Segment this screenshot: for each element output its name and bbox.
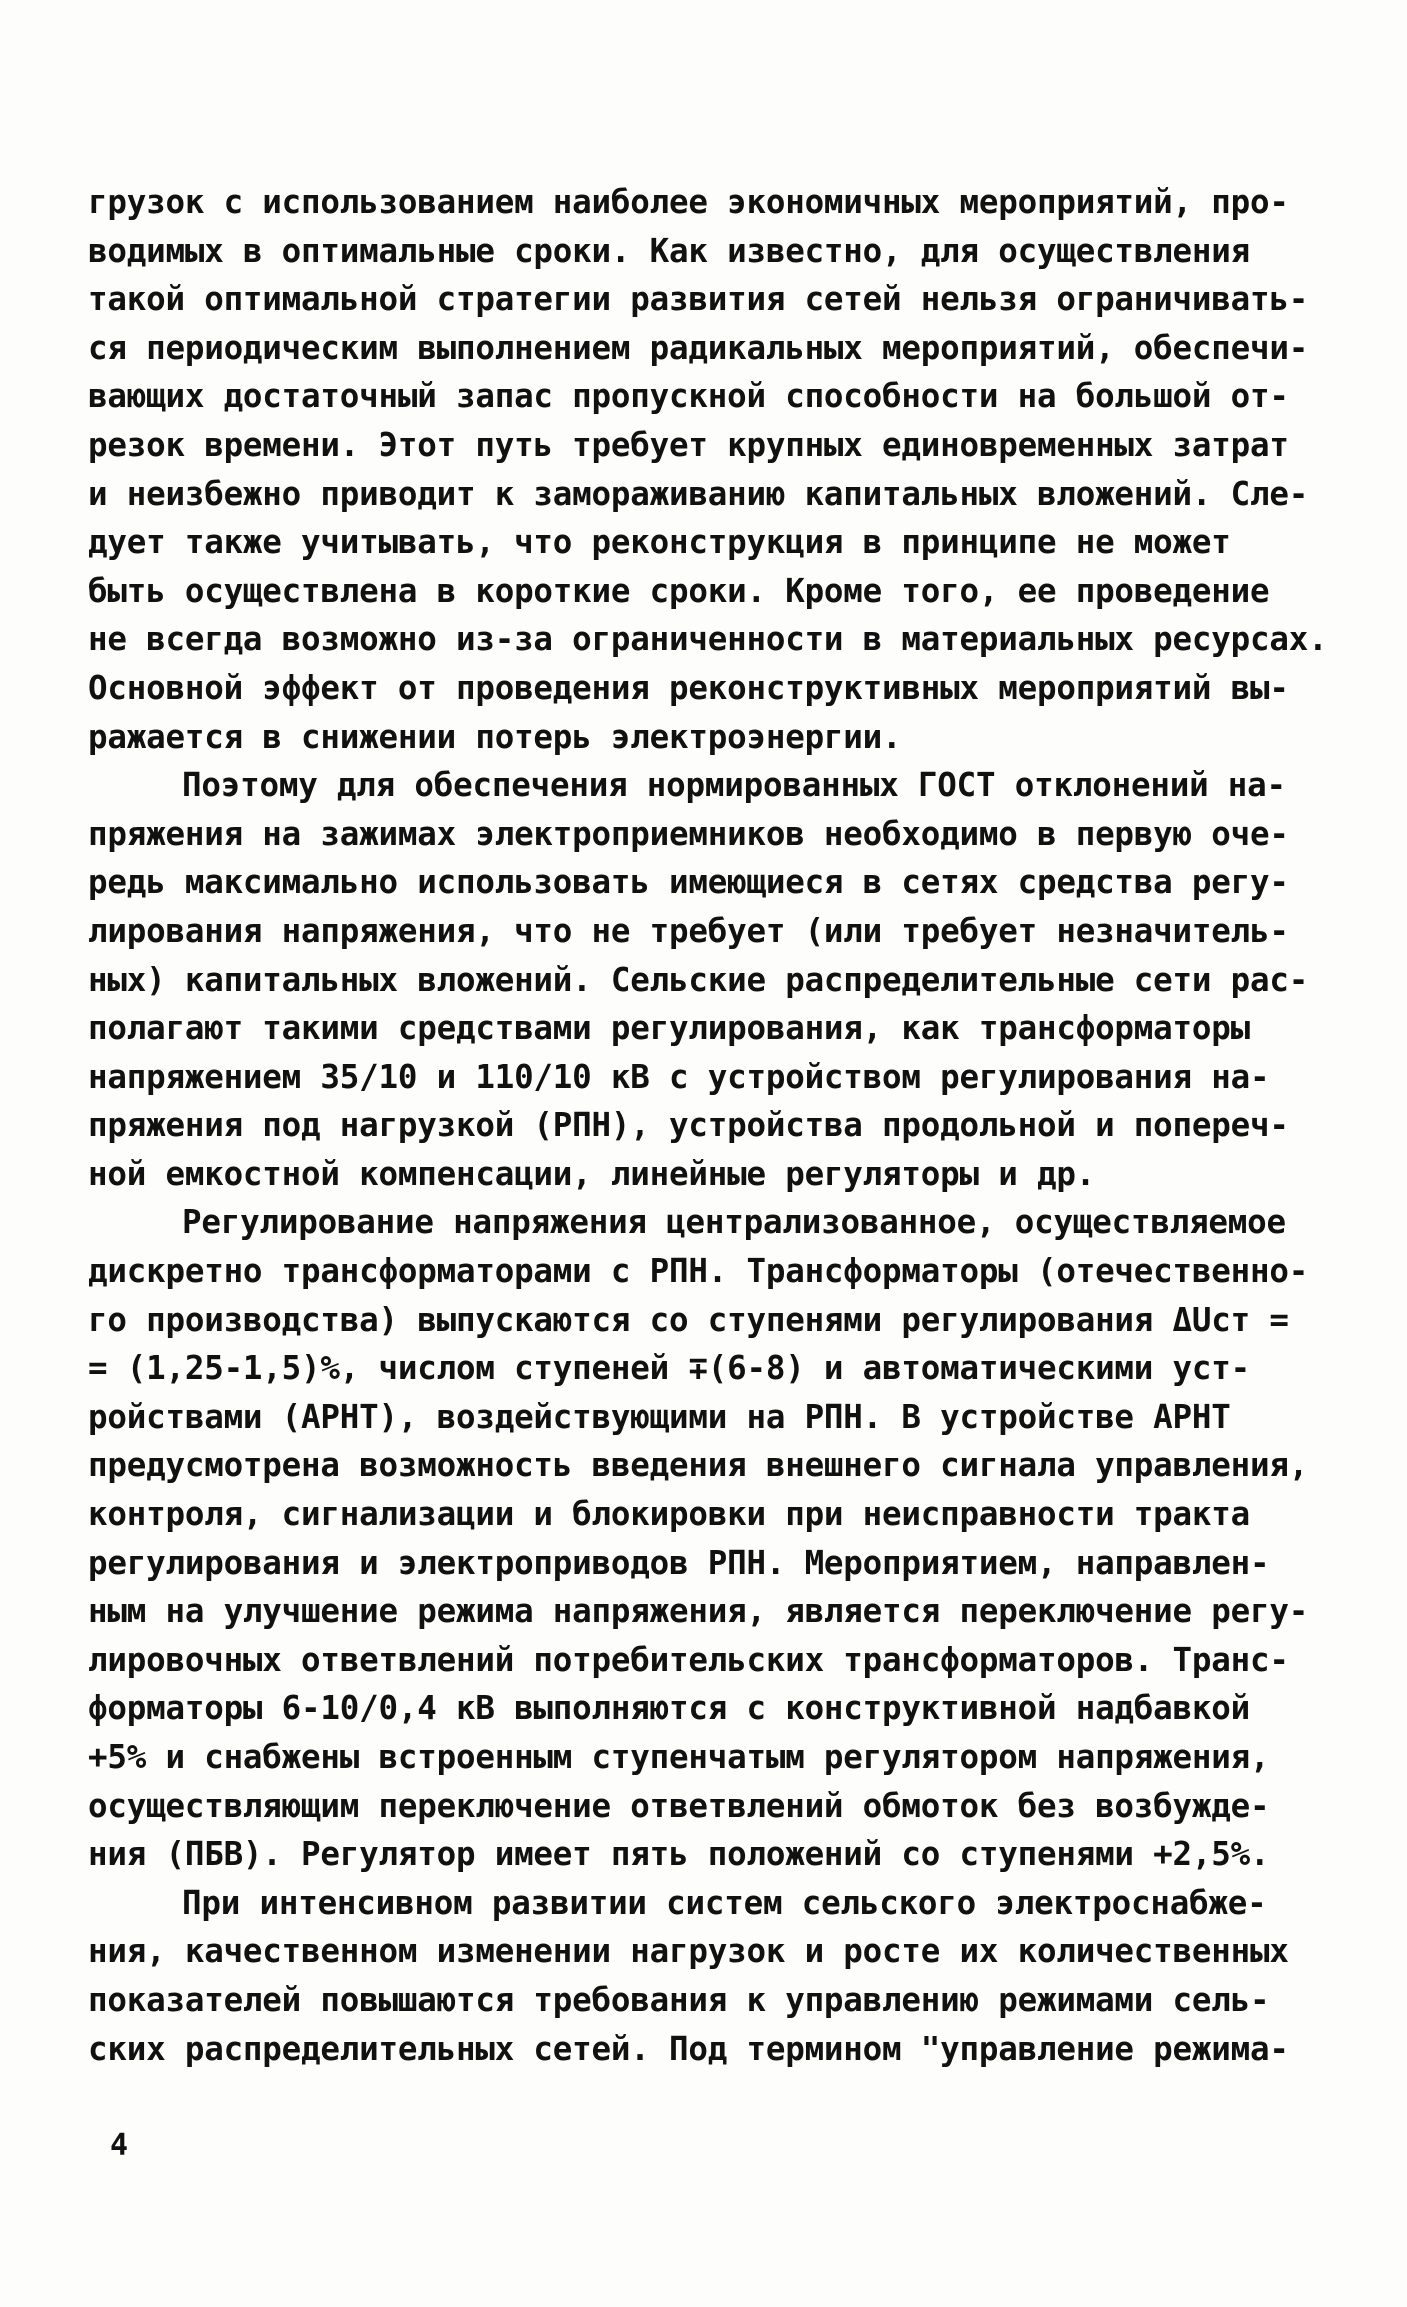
text-line-35: ния (ПБВ). Регулятор имеет пять положений со ступенями +2,5%. <box>88 1835 1270 1874</box>
text-line-5: вающих достаточный запас пропускной способности на большой от- <box>88 377 1289 416</box>
text-line-24: го производства) выпускаются со ступенями регулирования ΔUст = <box>88 1300 1289 1339</box>
text-line-16: лирования напряжения, что не требует (или требует незначитель- <box>88 911 1289 950</box>
text-line-39: ских распределительных сетей. Под термином "управление режима- <box>88 2029 1289 2068</box>
body-text <box>88 178 1378 2073</box>
text-line-17: ных) капитальных вложений. Сельские распределительные сети рас- <box>88 960 1309 999</box>
text-line-34: осуществляющим переключение ответвлений обмоток без возбужде- <box>88 1786 1270 1825</box>
page-number: 4 <box>110 2128 129 2163</box>
text-line-23: дискретно трансформаторами с РПН. Трансформаторы (отечественно- <box>88 1252 1309 1291</box>
text-line-11: Основной эффект от проведения реконструктивных мероприятий вы- <box>88 668 1289 707</box>
paragraph-start-line: Поэтому для обеспечения нормированных ГОСТ отклонений на- <box>182 766 1286 805</box>
text-line-32: форматоры 6-10/0,4 кВ выполняются с конструктивной надбавкой <box>88 1689 1250 1728</box>
text-line-4: ся периодическим выполнением радикальных мероприятий, обеспечи- <box>88 328 1309 367</box>
text-line-9: быть осуществлена в короткие сроки. Кроме того, ее проведение <box>88 571 1270 610</box>
text-line-18: полагают такими средствами регулирования, как трансформаторы <box>88 1009 1250 1048</box>
paragraph-start-line: Регулирование напряжения централизованное, осуществляемое <box>182 1203 1286 1242</box>
text-line-21: ной емкостной компенсации, линейные регуляторы и др. <box>88 1154 1096 1193</box>
text-line-38: показателей повышаются требования к управлению режимами сель- <box>88 1980 1270 2019</box>
text-line-15: редь максимально использовать имеющиеся в сетях средства регу- <box>88 863 1289 902</box>
text-line-8: дует также учитывать, что реконструкция в принципе не может <box>88 523 1231 562</box>
text-line-7: и неизбежно приводит к замораживанию капитальных вложений. Сле- <box>88 474 1309 513</box>
text-line-2: водимых в оптимальные сроки. Как известно, для осуществления <box>88 231 1250 270</box>
text-line-14: пряжения на зажимах электроприемников необходимо в первую оче- <box>88 814 1289 853</box>
text-line-6: резок времени. Этот путь требует крупных единовременных затрат <box>88 425 1289 464</box>
text-line-26: ройствами (АРНТ), воздействующими на РПН. В устройстве АРНТ <box>88 1397 1231 1436</box>
text-line-12: ражается в снижении потерь электроэнергии. <box>88 717 902 756</box>
paragraph-start-line: При интенсивном развитии систем сельского электроснабже- <box>182 1883 1267 1922</box>
text-line-31: лировочных ответвлений потребительских трансформаторов. Транс- <box>88 1640 1289 1679</box>
text-line-10: не всегда возможно из-за ограниченности в материальных ресурсах. <box>88 620 1328 659</box>
text-line-37: ния, качественном изменении нагрузок и росте их количественных <box>88 1932 1289 1971</box>
text-line-27: предусмотрена возможность введения внешнего сигнала управления, <box>88 1446 1309 1485</box>
text-line-3: такой оптимальной стратегии развития сетей нельзя ограничивать- <box>88 280 1309 319</box>
text-line-30: ным на улучшение режима напряжения, является переключение регу- <box>88 1592 1309 1631</box>
text-line-20: пряжения под нагрузкой (РПН), устройства продольной и попереч- <box>88 1106 1289 1145</box>
text-line-29: регулирования и электроприводов РПН. Мероприятием, направлен- <box>88 1543 1270 1582</box>
text-line-25: = (1,25-1,5)%, числом ступеней ∓(6-8) и автоматическими уст- <box>88 1349 1250 1388</box>
text-line-1: грузок с использованием наиболее экономичных мероприятий, про- <box>88 183 1289 221</box>
text-line-33: +5% и снабжены встроенным ступенчатым регулятором напряжения, <box>88 1738 1270 1776</box>
text-line-19: напряжением 35/10 и 110/10 кВ с устройством регулирования на- <box>88 1057 1270 1096</box>
text-line-28: контроля, сигнализации и блокировки при неисправности тракта <box>88 1495 1250 1534</box>
